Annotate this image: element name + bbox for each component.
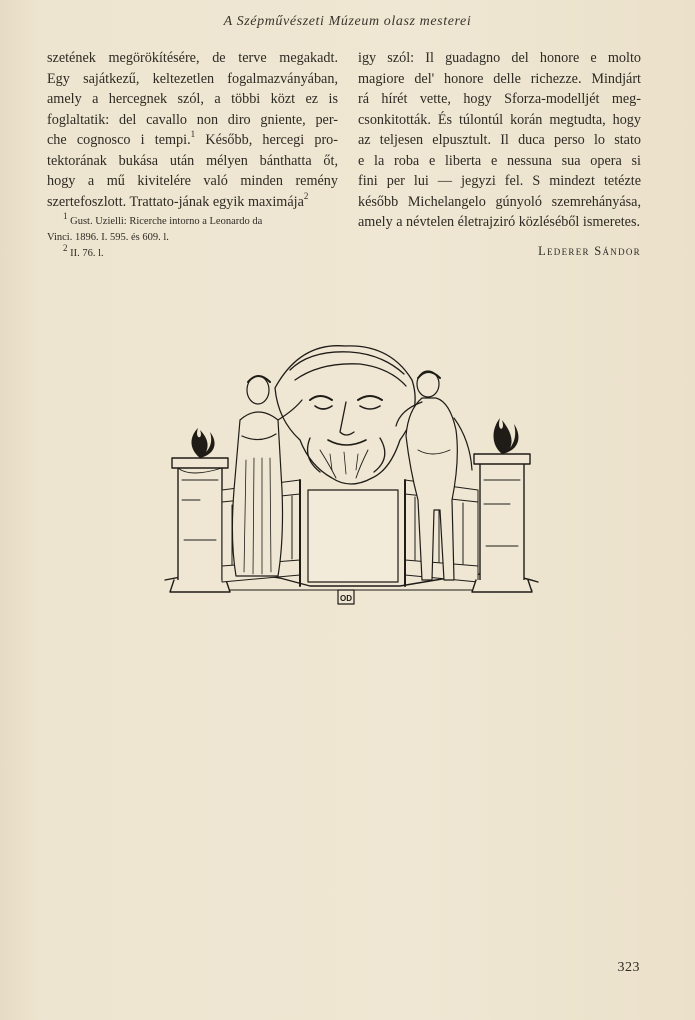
footnote-2 bbox=[47, 242, 338, 262]
footnote-mark: 1 bbox=[63, 210, 68, 221]
text-line: magiore del' honore delle richezze. Mindjárt bbox=[358, 70, 641, 87]
footnote-ref-2[interactable]: 2 bbox=[303, 190, 309, 201]
text-line: tektorának bukása után mélyen bánthatta őt, bbox=[47, 152, 338, 169]
left-text-column bbox=[47, 48, 338, 212]
text-line: hogy a mű kivitelére való minden remény bbox=[47, 173, 338, 189]
text-line: fini per lui — jegyzi fel. S mindezt tetézte bbox=[358, 173, 641, 189]
footnotes bbox=[47, 210, 338, 262]
text-line: igy szól: Il guadagno del honore e molto bbox=[358, 50, 641, 66]
footnote-mark: 2 bbox=[63, 242, 68, 253]
text-fragment: che cognosco i tempi. bbox=[47, 132, 191, 148]
page-number: 323 bbox=[617, 960, 640, 975]
right-pedestal bbox=[472, 454, 532, 592]
text-line: amely a hercegnek szól, a többi közt ez is bbox=[47, 91, 338, 107]
text-line: amely a névtelen életrajziró közléséből ismeretes. bbox=[358, 214, 641, 230]
monogram-text: OD bbox=[340, 594, 352, 603]
text-fragment: Később, hercegi pro- bbox=[195, 132, 339, 148]
text-line: foglaltatik: del cavallo non diro gniente, per- bbox=[47, 111, 338, 128]
text-line-with-footnote bbox=[47, 130, 338, 151]
mask-head bbox=[275, 346, 415, 484]
text-line: később Michelangelo gúnyoló szemrehányása, bbox=[358, 193, 641, 210]
text-line-with-footnote bbox=[47, 192, 338, 213]
left-pedestal bbox=[170, 458, 230, 592]
text-line: rá hírét vette, hogy Sforza-modelljét meg- bbox=[358, 91, 641, 107]
text-line: szetének megörökítésére, de terve megakadt. bbox=[47, 50, 338, 66]
footnote-ref-1[interactable]: 1 bbox=[190, 129, 196, 140]
footnote-1 bbox=[47, 210, 338, 230]
running-title: A Szépművészeti Múzeum olasz mesterei bbox=[223, 14, 472, 29]
central-arch bbox=[300, 480, 405, 586]
left-flame bbox=[192, 428, 215, 458]
text-line: az teljesen elpusztult. Il duca perso lo stato bbox=[358, 132, 641, 148]
footnote-text: Gust. Uzielli: Ricerche intorno a Leonardo da bbox=[70, 216, 263, 227]
text-fragment: szertefoszlott. Trattato-jának egyik maximája bbox=[47, 193, 304, 210]
footnote-text: II. 76. l. bbox=[70, 248, 104, 259]
right-text-column bbox=[358, 48, 641, 233]
text-line: e la roba e liberta e nessuna sua opera si bbox=[358, 152, 641, 169]
right-flame bbox=[494, 418, 519, 454]
footnote-1-continued: Vinci. 1896. I. 595. és 609. l. bbox=[47, 232, 169, 243]
author-signature: Lederer Sándor bbox=[538, 244, 641, 258]
decorative-vignette bbox=[160, 340, 545, 608]
text-line: csonkitották. És túlontúl korán megtudta, hogy bbox=[358, 111, 641, 128]
text-line: Egy sajátkezű, keltezetlen fogalmazványában, bbox=[47, 70, 338, 87]
